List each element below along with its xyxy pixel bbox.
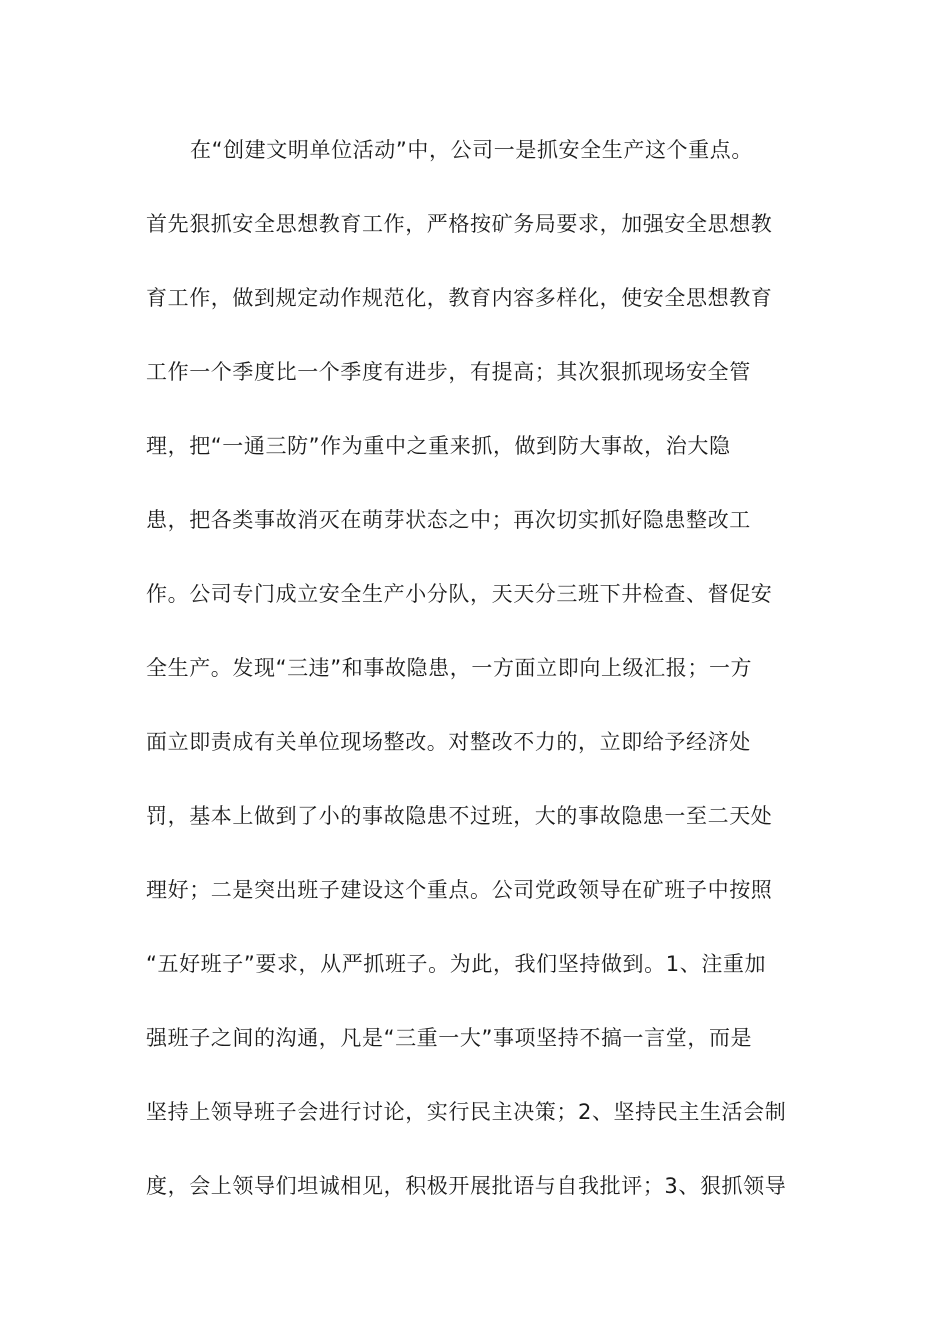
paragraph-line: 强班子之间的沟通，凡是“三重一大”事项坚持不搞一言堂，而是: [146, 1026, 753, 1050]
paragraph-line: 在“创建文明单位活动”中，公司一是抓安全生产这个重点。: [190, 138, 753, 162]
body-paragraph: [146, 128, 814, 1238]
paragraph-line: 面立即责成有关单位现场整改。对整改不力的，立即给予经济处: [146, 730, 751, 754]
paragraph-line: 育工作，做到规定动作规范化，教育内容多样化，使安全思想教育: [146, 286, 773, 310]
paragraph-line: 作。公司专门成立安全生产小分队，天天分三班下井检查、督促安: [146, 582, 773, 606]
paragraph-line: 患，把各类事故消灭在萌芽状态之中；再次切实抓好隐患整改工: [146, 508, 751, 532]
paragraph-line: 度，会上领导们坦诚相见，积极开展批语与自我批评；3、狠抓领导: [146, 1174, 787, 1198]
paragraph-line: 首先狠抓安全思想教育工作，严格按矿务局要求，加强安全思想教: [146, 212, 773, 236]
paragraph-line: 工作一个季度比一个季度有进步，有提高；其次狠抓现场安全管: [146, 360, 751, 384]
paragraph-line: “五好班子”要求，从严抓班子。为此，我们坚持做到。1、注重加: [146, 952, 767, 976]
paragraph-line: 理，把“一通三防”作为重中之重来抓，做到防大事故，治大隐: [146, 434, 731, 458]
paragraph-line: 罚，基本上做到了小的事故隐患不过班，大的事故隐患一至二天处: [146, 804, 773, 828]
paragraph-line: 坚持上领导班子会进行讨论，实行民主决策；2、坚持民主生活会制: [146, 1100, 787, 1124]
paragraph-line: 理好；二是突出班子建设这个重点。公司党政领导在矿班子中按照: [146, 878, 773, 902]
paragraph-line: 全生产。发现“三违”和事故隐患，一方面立即向上级汇报；一方: [146, 656, 753, 680]
